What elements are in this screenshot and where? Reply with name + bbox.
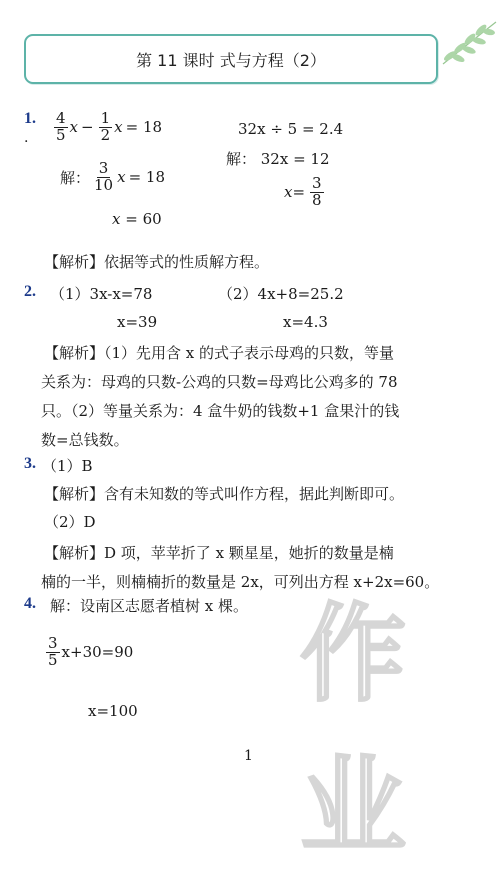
fraction: $\frac{3}{8}$: [312, 174, 322, 209]
q4-solution: x=100: [88, 702, 138, 720]
watermark: 作业: [300, 593, 412, 868]
q1-dot: .: [24, 130, 29, 146]
page-number: 1: [244, 748, 253, 764]
q3-analysis-1: 【解析】含有未知数的等式叫作方程，据此判断即可。: [44, 485, 405, 503]
q1-right-equation-3: x = $\frac{3}{8}$: [284, 174, 322, 209]
fraction: $\frac{3}{10}$: [94, 159, 114, 194]
q2-solution-2: x=4.3: [283, 313, 328, 331]
q1-analysis: 【解析】依据等式的性质解方程。: [44, 253, 270, 271]
q2-solution-1: x=39: [117, 313, 158, 331]
q3-number: 3.: [24, 455, 36, 472]
q4-equation: $\frac{3}{5}$ x+30=90: [48, 634, 134, 669]
fraction: $\frac{3}{5}$: [48, 634, 58, 669]
fraction: $\frac{4}{5}$: [56, 109, 66, 144]
q1-number: 1.: [24, 110, 36, 127]
q1-right-equation-1: 32x ÷ 5 = 2.4: [238, 120, 344, 138]
leaf-decoration-icon: [438, 14, 497, 74]
lesson-title-box: [24, 34, 438, 84]
q2-part2: （2）4x+8=25.2: [218, 285, 344, 303]
q1-left-equation-1: $\frac{4}{5}$ x − $\frac{1}{2}$ x = 18: [56, 109, 163, 144]
q3-part1: （1）B: [42, 457, 93, 475]
fraction: $\frac{1}{2}$: [100, 109, 111, 144]
q2-analysis: 【解析】（1）先用含 x 的式子表示母鸡的只数，等量 关系为：母鸡的只数-公鸡的只数=母鸡比公鸡多的 78 只。（2）等量关系为：4 盒牛奶的钱数+1 盒果汁的钱 数=总钱数。: [41, 344, 400, 449]
q3-part2: （2）D: [44, 513, 96, 531]
q1-left-equation-2: 解： $\frac{3}{10}$ x = 18: [60, 159, 166, 194]
solution-label: 解：: [60, 168, 91, 187]
q1-right-equation-2: 解： 32x = 12: [226, 150, 330, 168]
q2-part1: （1）3x-x=78: [50, 285, 153, 303]
lesson-title: 第 11 课时 式与方程（2）: [136, 50, 326, 70]
q2-number: 2.: [24, 283, 36, 300]
q4-number: 4.: [24, 595, 36, 612]
q1-left-equation-3: x = 60: [112, 210, 162, 228]
q4-intro: 解：设南区志愿者植树 x 棵。: [50, 597, 248, 615]
q3-analysis-2: 【解析】D 项，苹苹折了 x 颗星星，她折的数量是楠 楠的一半，则楠楠折的数量是 2x，可列出方程 x+2x=60。: [41, 544, 440, 591]
